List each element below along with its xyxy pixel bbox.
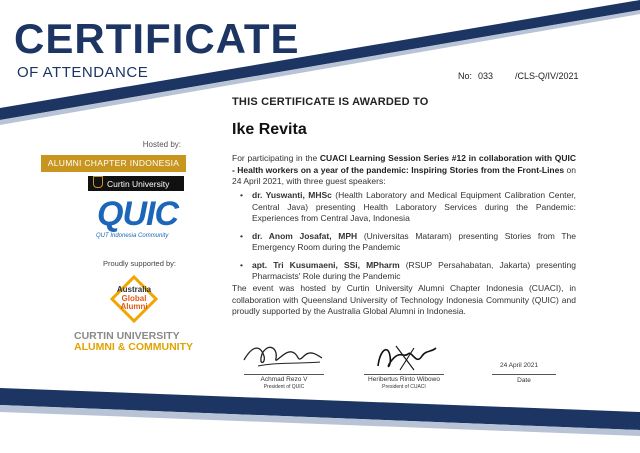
signature-quic: [238, 336, 328, 374]
speaker-item: • dr. Yuswanti, MHSc (Health Laboratory and Medical Equipment Calibration Center, Central Java) presenting Health Laboratory Services during the Pandemic: Experiences from Central Java, Indonesia: [240, 190, 576, 225]
signatory-name: Heribertus Rinto Wibowo: [368, 376, 440, 383]
supported-by-label: Proudly supported by:: [103, 259, 176, 268]
awarded-to-heading: THIS CERTIFICATE IS AWARDED TO: [232, 96, 429, 108]
recipient-name: Ike Revita: [232, 121, 307, 138]
date-label: Date: [517, 377, 531, 384]
certificate-number-label: No:: [458, 71, 473, 81]
curtin-logo: Curtin University: [88, 176, 184, 191]
intro-paragraph: For participating in the CUACI Learning Session Series #12 in collaboration with QUIC - Health workers on a year of the pandemic: Inspiring Stories from the Front-Lines on 24 April 2021, with three guest speakers:: [232, 153, 576, 186]
quic-tagline: QUT Indonesia Community: [96, 233, 169, 239]
speaker-item: • dr. Anom Josafat, MPH (Universitas Mataram) presenting Stories from The Emergency Room during the Pandemic: [240, 231, 576, 254]
certificate-date: 24 April 2021: [500, 362, 538, 369]
signatory-role: President of CUACI: [382, 384, 426, 390]
signature-line: [244, 374, 324, 375]
date-line: [492, 374, 556, 375]
signature-cuaci: [370, 340, 440, 376]
aga-logo-text: Australia Global Alumni: [116, 285, 152, 311]
certificate-subtitle: OF ATTENDANCE: [17, 64, 149, 81]
shield-icon: [93, 176, 103, 188]
quic-logo: QUIC: [97, 195, 178, 233]
certificate-number-suffix: /CLS-Q/IV/2021: [515, 71, 579, 81]
certificate-title: CERTIFICATE: [14, 15, 300, 62]
certificate-number-value: 033: [478, 71, 494, 81]
curtin-alumni-line1: CURTIN UNIVERSITY: [74, 330, 180, 342]
speaker-item: • apt. Tri Kusumaeni, SSi, MPharm (RSUP Persahabatan, Jakarta) presenting Pharmacists' Role during the Pandemic: [240, 260, 576, 283]
closing-paragraph: The event was hosted by Curtin University Alumni Chapter Indonesia (CUACI), in collaboration with Queensland University of Technology Indonesia Community (QUIC) and proudly supported by the Australia Global Alumni in Indonesia.: [232, 283, 576, 316]
signatory-name: Achmad Rezo V: [260, 376, 308, 383]
signature-line: [364, 374, 444, 375]
signatory-role: President of QUIC: [263, 384, 305, 390]
curtin-alumni-line2: ALUMNI & COMMUNITY: [74, 341, 193, 353]
speaker-list: [240, 190, 576, 289]
alumni-chapter-banner: ALUMNI CHAPTER INDONESIA: [41, 155, 186, 172]
hosted-by-label: Hosted by:: [142, 140, 181, 149]
